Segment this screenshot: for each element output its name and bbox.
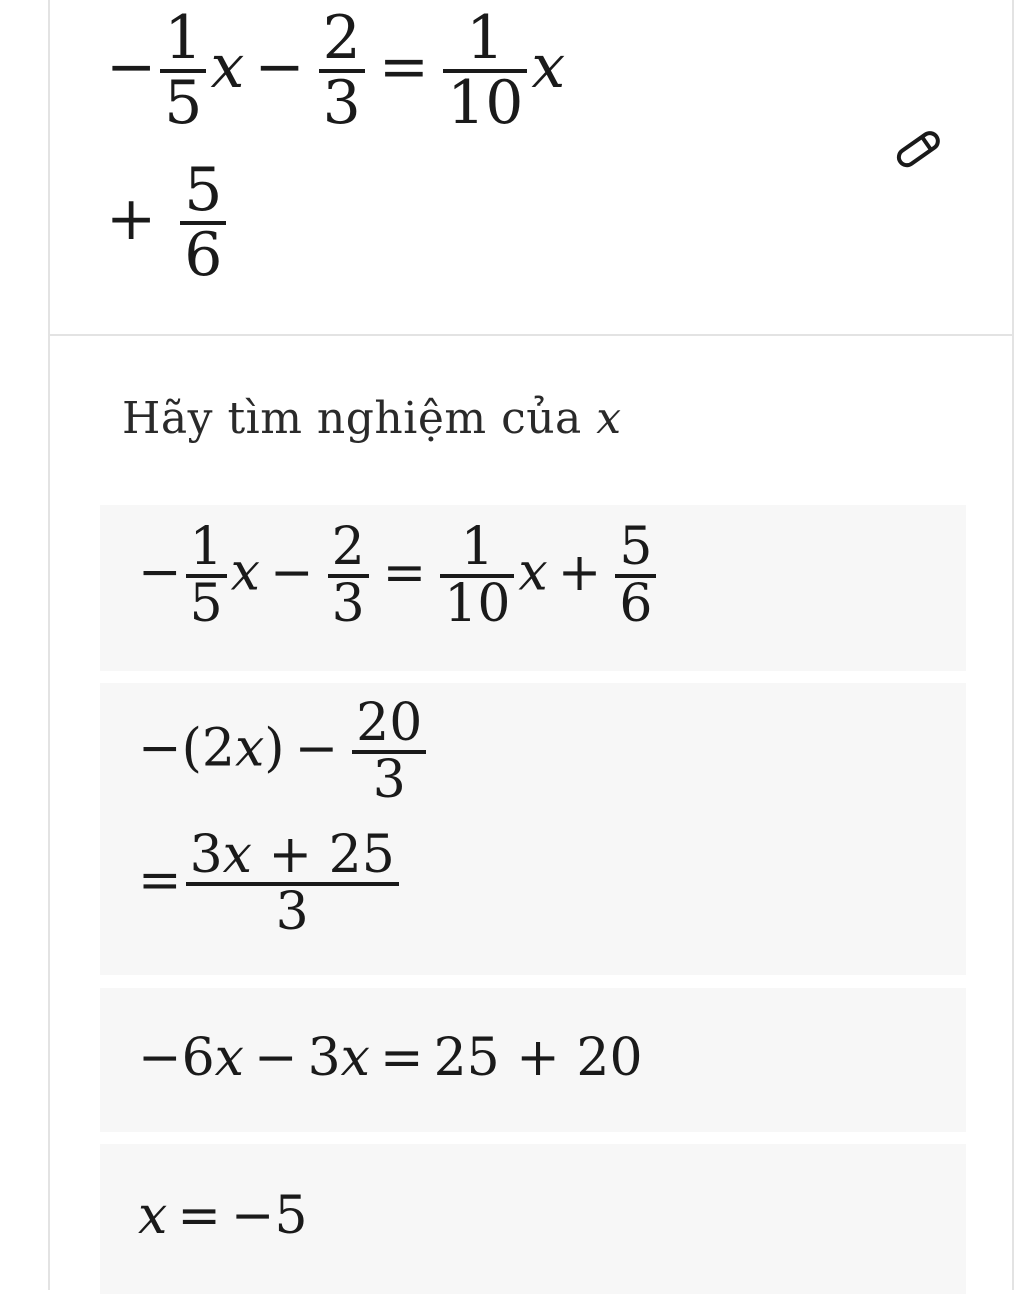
denominator: 3 <box>331 574 365 635</box>
denominator: 5 <box>164 68 203 139</box>
denominator: 5 <box>189 574 223 635</box>
variable: x <box>138 1186 168 1246</box>
step-equation <box>138 1028 643 1088</box>
variable: x <box>210 31 245 102</box>
step-equation-line-1 <box>138 693 430 811</box>
coefficient: −6 <box>138 1028 215 1088</box>
fraction <box>180 155 226 291</box>
denominator: 10 <box>444 574 511 635</box>
numerator: 20 <box>352 697 426 754</box>
numerator-rest: + 25 <box>252 825 395 885</box>
prompt-variable: x <box>596 393 622 444</box>
problem-card <box>50 0 1012 336</box>
fraction <box>615 517 656 635</box>
solution-step-1 <box>100 505 966 671</box>
operator: − <box>254 31 305 102</box>
expression-part: −(2 <box>138 718 235 779</box>
solution-step-3 <box>100 988 966 1132</box>
variable: x <box>230 542 260 603</box>
pencil-icon[interactable] <box>890 118 950 178</box>
denominator: 3 <box>372 750 406 811</box>
solution-prompt <box>122 393 622 444</box>
content-frame <box>48 0 1014 1290</box>
numerator-coefficient: 3 <box>189 825 223 885</box>
variable: x <box>214 1028 244 1088</box>
right-hand-side: 25 + 20 <box>433 1028 643 1088</box>
step-equation-line-2 <box>138 825 403 943</box>
step-equation <box>138 517 660 635</box>
equals-sign: = <box>379 1028 424 1088</box>
numerator: 1 <box>440 521 514 578</box>
equals-sign: = <box>382 542 427 603</box>
step-equation <box>138 1186 308 1246</box>
denominator: 6 <box>184 220 223 291</box>
solution-step-2 <box>100 683 966 975</box>
numerator: 1 <box>186 521 227 578</box>
operator: − <box>270 542 314 603</box>
equals-sign: = <box>378 31 430 102</box>
operator: − <box>253 1028 298 1088</box>
denominator: 10 <box>447 68 524 139</box>
numerator: 2 <box>319 8 365 73</box>
problem-equation-line-2 <box>106 155 230 291</box>
numerator: 2 <box>328 521 369 578</box>
variable: x <box>531 31 566 102</box>
numerator: 1 <box>160 8 206 73</box>
fraction <box>160 3 206 139</box>
expression-part: ) <box>264 718 285 779</box>
coefficient: 3 <box>307 1028 341 1088</box>
fraction <box>319 3 365 139</box>
minus-sign: − <box>106 31 157 102</box>
fraction <box>352 693 426 811</box>
fraction <box>443 3 527 139</box>
numerator <box>186 825 399 886</box>
variable: x <box>234 718 265 779</box>
operator: − <box>294 718 339 779</box>
prompt-text: Hãy tìm nghiệm của <box>122 393 582 444</box>
equals-sign: = <box>177 1186 221 1246</box>
plus-sign: + <box>106 183 157 254</box>
minus-sign: − <box>138 542 182 603</box>
variable: x <box>222 825 252 885</box>
solution-step-4 <box>100 1144 966 1294</box>
variable: x <box>340 1028 370 1088</box>
denominator: 6 <box>619 574 653 635</box>
fraction <box>186 825 399 943</box>
fraction <box>440 517 514 635</box>
variable: x <box>518 542 548 603</box>
fraction <box>186 517 227 635</box>
fraction <box>328 517 369 635</box>
solution-value: −5 <box>230 1186 308 1246</box>
problem-equation-line-1 <box>106 3 566 139</box>
denominator: 3 <box>322 68 361 139</box>
denominator: 3 <box>275 882 309 943</box>
equals-sign: = <box>138 850 182 911</box>
plus-sign: + <box>557 542 602 603</box>
numerator: 5 <box>615 521 656 578</box>
numerator: 1 <box>443 8 527 73</box>
numerator: 5 <box>180 160 226 225</box>
